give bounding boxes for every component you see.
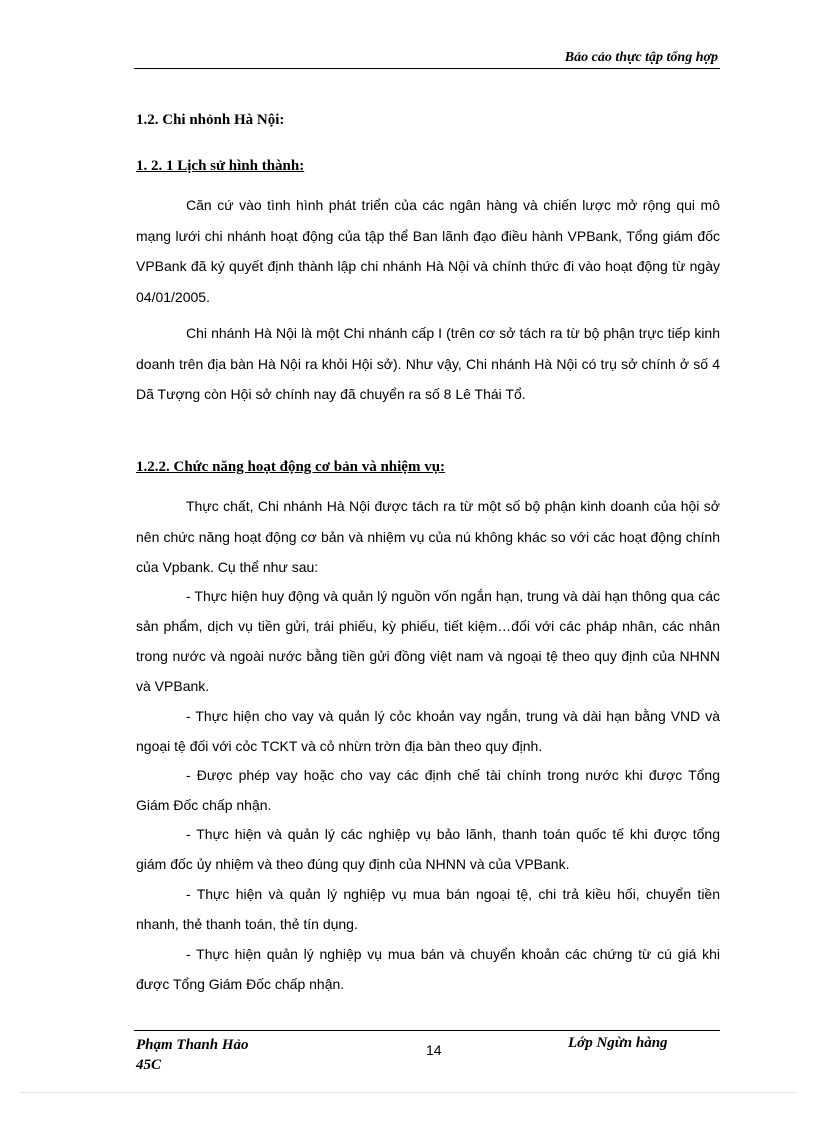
page-number: 14: [426, 1042, 442, 1058]
list-item: - Thực hiện quản lý nghiệp vụ mua bán và chuyển khoản các chứng từ cú giá khi được Tổng Giám Đốc chấp nhận.: [136, 946, 720, 992]
header-rule: [134, 68, 720, 69]
paragraph-history-1: Căn cứ vào tình hình phát triển của các ngân hàng và chiến lược mở rộng qui mô mạng lưới chi nhánh hoạt động của tập thể Ban lãnh đạo điều hành VPBank, Tổng giám đốc VPBank đã ký quyết định thành lập chi nhánh Hà Nội và chính thức đi vào hoạt động từ ngày 04/01/2005.: [136, 197, 720, 305]
footer-class-name: Lớp Ngừn hàng: [568, 1035, 668, 1051]
section-heading-1-2: 1.2. Chi nhỏnh Hà Nội:: [136, 112, 285, 128]
list-item: - Thực hiện huy động và quản lý nguồn vốn ngắn hạn, trung và dài hạn thông qua các sản phẩm, dịch vụ tiền gửi, trái phiếu, kỳ phiếu, tiết kiệm…đối với các pháp nhân, các nhân trong nước và ngoài nước bằng tiền gửi đồng việt nam và ngoại tệ theo quy định của NHNN và VPBank.: [136, 588, 720, 694]
paragraph-history-2: Chi nhánh Hà Nội là một Chi nhánh cấp I (trên cơ sở tách ra từ bộ phận trực tiếp kinh doanh trên địa bàn Hà Nội ra khỏi Hội sở). Như vậy, Chi nhánh Hà Nội có trụ sở chính ở số 4 Dã Tượng còn Hội sở chính nay đã chuyển ra số 8 Lê Thái Tổ.: [136, 325, 720, 402]
page-bottom-dotted-border: [20, 1092, 796, 1093]
header-title: Bảo cảo thực tập tổng hợp: [564, 50, 718, 65]
footer-rule: [134, 1030, 720, 1031]
list-item: - Thực hiện và quản lý nghiệp vụ mua bán ngoại tệ, chi trả kiều hối, chuyển tiền nhanh, thẻ thanh toán, thẻ tín dụng.: [136, 886, 720, 932]
section-heading-1-2-1: 1. 2. 1 Lịch sử hình thành:: [136, 158, 305, 174]
footer-author-class-code: 45C: [136, 1057, 162, 1073]
list-item: - Thực hiện và quản lý các nghiệp vụ bảo lãnh, thanh toán quốc tế khi được tổng giám đốc ủy nhiệm và theo đúng quy định của NHNN và của VPBank.: [136, 826, 720, 872]
section-heading-1-2-2: 1.2.2. Chức năng hoạt động cơ bản và nhiệm vụ:: [136, 459, 446, 475]
footer-author: [136, 1035, 286, 1075]
footer-author-name: Phạm Thanh Hảo: [136, 1037, 249, 1053]
list-item: - Thực hiện cho vay và quản lý cỏc khoản vay ngắn, trung và dài hạn bằng VND và ngoại tệ đối với cỏc TCKT và cỏ nhừn trờn địa bàn theo quy định.: [136, 708, 720, 754]
paragraph-functions-intro: Thực chất, Chi nhánh Hà Nội được tách ra từ một số bộ phận kinh doanh của hội sở nên chức năng hoạt động cơ bản và nhiệm vụ của nú không khác so với các hoạt động chính của Vpbank. Cụ thể như sau:: [136, 498, 720, 575]
list-item: - Được phép vay hoặc cho vay các định chế tài chính trong nước khi được Tổng Giám Đốc chấp nhận.: [136, 767, 720, 813]
